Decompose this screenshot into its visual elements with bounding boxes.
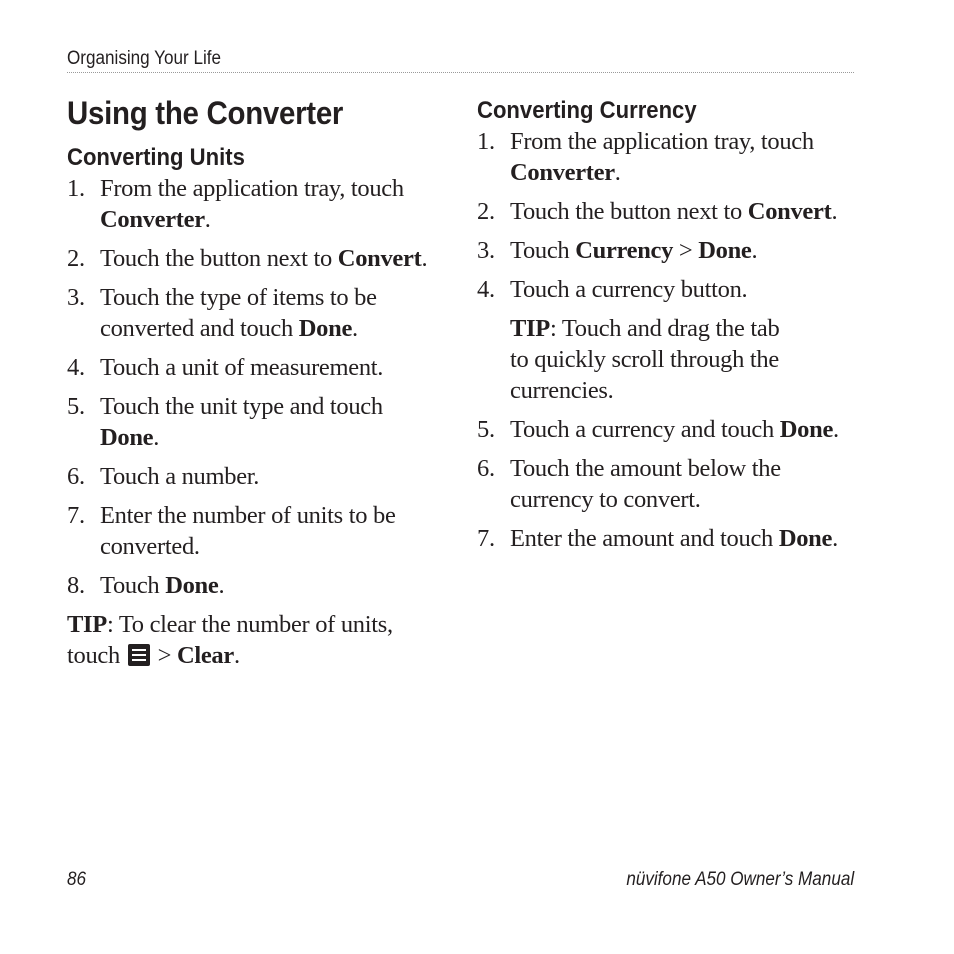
punctuation: .	[352, 315, 358, 342]
ui-term-converter: Converter	[100, 206, 205, 233]
punctuation: .	[831, 198, 838, 225]
units-step-6	[67, 461, 427, 492]
punctuation: .	[421, 245, 428, 272]
currency-step-7	[477, 523, 857, 554]
step-text: From the application tray, touch	[510, 128, 814, 155]
ui-term-done: Done	[779, 416, 834, 443]
tip-text: to quickly scroll through the	[510, 346, 779, 373]
step-number: 1.	[477, 128, 495, 155]
units-step-5	[67, 391, 427, 453]
currency-step-1	[477, 126, 857, 188]
step-number: 4.	[67, 354, 85, 381]
manual-title: nüvifone A50 Owner’s Manual	[626, 869, 854, 890]
currency-steps-list	[477, 126, 857, 305]
step-number: 8.	[67, 572, 85, 599]
step-number: 3.	[67, 284, 85, 311]
step-text: Touch a currency and touch	[510, 416, 780, 443]
step-text: Touch the amount below the	[510, 455, 781, 482]
punctuation: .	[153, 424, 160, 451]
page-title: Using the Converter	[67, 95, 344, 131]
step-text: >	[673, 237, 699, 264]
units-step-1	[67, 173, 427, 235]
step-text: Enter the amount and touch	[510, 525, 779, 552]
units-step-3	[67, 282, 427, 344]
currency-step-6	[477, 453, 857, 515]
step-text: currency to convert.	[510, 486, 701, 513]
menu-icon	[128, 644, 150, 666]
ui-term-done: Done	[298, 315, 353, 342]
step-number: 3.	[477, 237, 495, 264]
punctuation: .	[832, 525, 838, 552]
currency-step-3	[477, 235, 857, 266]
converting-units-heading: Converting Units	[67, 144, 245, 171]
step-number: 7.	[477, 525, 495, 552]
step-text: converted and touch	[100, 315, 299, 342]
punctuation: .	[833, 416, 839, 443]
tip-text: touch	[67, 642, 126, 669]
punctuation: .	[218, 572, 225, 599]
units-steps-list	[67, 173, 427, 601]
units-step-2	[67, 243, 427, 274]
currency-step-2	[477, 196, 857, 227]
step-text: Touch the button next to	[100, 245, 338, 272]
running-header: Organising Your Life	[67, 48, 222, 69]
ui-term-convert: Convert	[337, 245, 422, 272]
currency-tip	[477, 313, 857, 406]
tip-text: currencies.	[510, 377, 614, 404]
left-column	[67, 96, 427, 671]
tip-label: TIP	[67, 611, 107, 638]
right-column	[477, 96, 857, 562]
ui-term-done: Done	[778, 525, 833, 552]
units-tip	[67, 609, 427, 671]
punctuation: .	[233, 642, 240, 669]
punctuation: .	[751, 237, 758, 264]
step-number: 2.	[477, 198, 495, 225]
ui-term-done: Done	[165, 572, 219, 599]
step-number: 1.	[67, 175, 85, 202]
ui-term-done: Done	[100, 424, 154, 451]
ui-term-currency: Currency	[575, 237, 674, 264]
punctuation: .	[614, 159, 621, 186]
step-text: From the application tray, touch	[100, 175, 404, 202]
page-number: 86	[67, 869, 87, 890]
step-number: 7.	[67, 502, 85, 529]
currency-step-4	[477, 274, 857, 305]
step-number: 2.	[67, 245, 85, 272]
step-text: Touch a number.	[100, 463, 260, 490]
step-text: Touch the type of items to be	[100, 284, 377, 311]
ui-term-done: Done	[698, 237, 752, 264]
ui-term-converter: Converter	[510, 159, 615, 186]
step-number: 5.	[67, 393, 85, 420]
step-number: 6.	[67, 463, 85, 490]
step-text: Touch	[510, 237, 576, 264]
units-step-7	[67, 500, 427, 562]
ui-term-convert: Convert	[747, 198, 832, 225]
ui-term-clear: Clear	[176, 642, 234, 669]
tip-text: >	[151, 642, 177, 669]
step-text: Touch a currency button.	[510, 276, 748, 303]
converting-currency-heading: Converting Currency	[477, 97, 697, 124]
step-text: Touch a unit of measurement.	[100, 354, 384, 381]
tip-label: TIP	[510, 315, 550, 342]
header-dotted-rule	[67, 72, 854, 73]
step-text: Touch	[100, 572, 166, 599]
currency-steps-list-continued	[477, 414, 857, 554]
units-step-8	[67, 570, 427, 601]
tip-text: : To clear the number of units,	[106, 611, 393, 638]
units-step-4	[67, 352, 427, 383]
step-number: 4.	[477, 276, 495, 303]
step-text: Touch the button next to	[510, 198, 748, 225]
step-text: Touch the unit type and touch	[100, 393, 383, 420]
step-number: 6.	[477, 455, 495, 482]
step-text: Enter the number of units to be	[100, 502, 396, 529]
step-number: 5.	[477, 416, 495, 443]
currency-step-5	[477, 414, 857, 445]
tip-text: : Touch and drag the tab	[549, 315, 780, 342]
punctuation: .	[204, 206, 211, 233]
step-text: converted.	[100, 533, 200, 560]
